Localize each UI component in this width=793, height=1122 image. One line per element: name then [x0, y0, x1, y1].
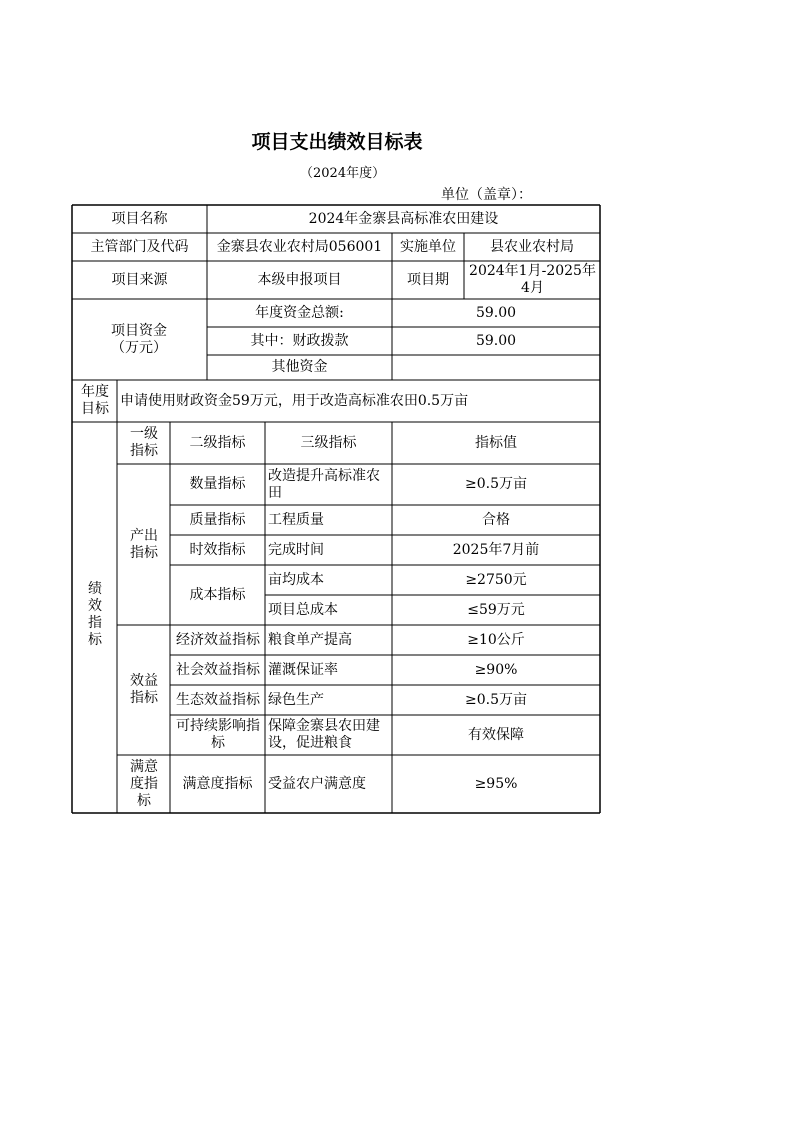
sustain-indicator-label: 可持续影响指标 — [176, 718, 260, 751]
project-name-value: 2024年金寨县高标准农田建设 — [308, 210, 499, 227]
economic-indicator-value: ≥10公斤 — [467, 631, 525, 648]
funds-total-label: 年度资金总额: — [255, 304, 344, 321]
cost-indicator-name-2: 项目总成本 — [268, 601, 338, 618]
sustain-indicator-value: 有效保障 — [468, 726, 524, 743]
cost-indicator-label: 成本指标 — [189, 586, 246, 603]
funds-label: 项目资金（万元） — [111, 322, 167, 356]
economic-indicator-label: 经济效益指标 — [176, 631, 260, 648]
performance-indicators-label: 绩效指标 — [88, 581, 102, 648]
satisfaction-sub-label: 满意度指标 — [182, 775, 253, 792]
quality-indicator-value: 合格 — [482, 511, 510, 528]
header-level3: 三级指标 — [300, 434, 357, 451]
quality-indicator-label: 质量指标 — [189, 511, 246, 528]
sustain-indicator-name: 保障金寨县农田建设，促进粮食 — [268, 718, 380, 751]
year-note: （2024年度） — [300, 166, 386, 181]
benefit-indicators-label: 效益指标 — [130, 673, 158, 706]
funds-other-label: 其他资金 — [271, 359, 328, 375]
annual-goal-label: 年度目标 — [81, 384, 109, 417]
dept-value: 金寨县农业农村局056001 — [216, 238, 383, 255]
period-label: 项目期 — [407, 271, 449, 288]
source-value: 本级申报项目 — [257, 271, 342, 288]
impl-unit-label: 实施单位 — [400, 238, 456, 255]
dept-label: 主管部门及代码 — [90, 238, 189, 255]
quality-indicator-name: 工程质量 — [268, 511, 324, 528]
satisfaction-indicator-value: ≥95% — [474, 775, 518, 792]
satisfaction-indicators-label: 满意度指标 — [130, 758, 158, 809]
output-indicators-label: 产出指标 — [130, 527, 158, 561]
header-level2: 二级指标 — [189, 434, 246, 451]
eco-indicator-value: ≥0.5万亩 — [465, 691, 527, 708]
eco-indicator-name: 绿色生产 — [268, 691, 324, 708]
page-title: 项目支出绩效目标表 — [251, 131, 423, 153]
time-indicator-value: 2025年7月前 — [452, 541, 540, 558]
quantity-indicator-name: 改造提升高标准农田 — [268, 467, 380, 501]
satisfaction-indicator-name: 受益农户满意度 — [268, 775, 366, 792]
funds-fiscal-value: 59.00 — [475, 332, 517, 349]
quantity-indicator-label: 数量指标 — [189, 476, 246, 492]
funds-other-value — [392, 355, 600, 380]
header-value: 指标值 — [475, 434, 517, 451]
eco-indicator-label: 生态效益指标 — [176, 691, 260, 708]
social-indicator-label: 社会效益指标 — [176, 661, 260, 678]
economic-indicator-name: 粮食单产提高 — [268, 631, 352, 648]
cost-indicator-value-1: ≥2750元 — [465, 571, 527, 588]
project-name-label: 项目名称 — [111, 210, 168, 227]
social-indicator-name: 灌溉保证率 — [268, 661, 338, 678]
time-indicator-label: 时效指标 — [189, 541, 246, 558]
annual-goal-text: 申请使用财政资金59万元，用于改造高标准农田0.5万亩 — [120, 392, 469, 409]
unit-label: 单位（盖章）： — [441, 187, 532, 203]
time-indicator-name: 完成时间 — [268, 541, 324, 558]
cost-indicator-name-1: 亩均成本 — [268, 571, 324, 588]
cost-indicator-value-2: ≤59万元 — [467, 601, 525, 618]
period-value: 2024年1月-2025年4月 — [469, 263, 596, 296]
quantity-indicator-value: ≥0.5万亩 — [465, 476, 527, 492]
funds-total-value: 59.00 — [475, 304, 517, 321]
social-indicator-value: ≥90% — [474, 661, 518, 678]
header-level1: 一级指标 — [130, 426, 158, 459]
funds-fiscal-label: 其中：财政拨款 — [250, 332, 349, 349]
impl-unit-value: 县农业农村局 — [490, 238, 574, 255]
source-label: 项目来源 — [111, 271, 168, 288]
